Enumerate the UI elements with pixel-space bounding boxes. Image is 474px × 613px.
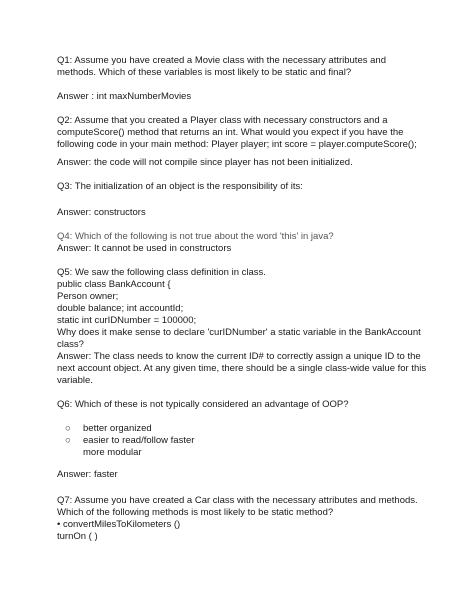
q6-option-label: better organized — [83, 423, 152, 434]
q5-question-line: Q5: We saw the following class definition in class. — [57, 267, 266, 278]
q5-code-line: public class BankAccount { — [57, 279, 171, 290]
q2-question-line: computeScore() method that returns an int. What would you expect if you have the — [57, 127, 404, 138]
q6-option — [65, 435, 194, 447]
q1-answer: Answer : int maxNumberMovies — [57, 91, 192, 102]
q5-code-line: static int curIDNumber = 100000; — [57, 315, 197, 326]
q2-answer: Answer: the code will not compile since player has not been initialized. — [57, 157, 353, 168]
q4-question: Q4: Which of the following is not true about the word 'this' in java? — [57, 231, 334, 242]
q6-question: Q6: Which of these is not typically considered an advantage of OOP? — [57, 399, 349, 410]
q6-option — [65, 423, 152, 435]
q5-answer-line: next account object. At any given time, there should be a single class-wide value for this — [57, 363, 427, 374]
q1-question-line: Q1: Assume you have created a Movie class with the necessary attributes and — [57, 55, 386, 66]
q5-question-line: class? — [57, 339, 84, 350]
q4-answer: Answer: It cannot be used in constructors — [57, 243, 232, 254]
q5-question-line: Why does it make sense to declare 'curIDNumber' a static variable in the BankAccount — [57, 327, 421, 338]
q7-question-line: Q7: Assume you have created a Car class with the necessary attributes and methods. — [57, 495, 418, 506]
circle-bullet-icon: ○ — [65, 423, 71, 434]
q6-option-label: easier to read/follow faster — [83, 435, 195, 446]
q7-option: • convertMilesToKilometers () — [57, 519, 181, 530]
q7-question-line: Which of the following methods is most likely to be static method? — [57, 507, 334, 518]
q7-option: turnOn ( ) — [57, 531, 98, 542]
q6-option-label: more modular — [83, 447, 142, 458]
q6-answer: Answer: faster — [57, 469, 118, 480]
q5-code-line: double balance; int accountId; — [57, 303, 184, 314]
q2-question-line: following code in your main method: Player player; int score = player.computeScore(); — [57, 139, 417, 150]
q3-question: Q3: The initialization of an object is the responsibility of its: — [57, 181, 303, 192]
q2-question-line: Q2: Assume that you created a Player class with necessary constructors and a — [57, 115, 388, 126]
q1-question-line: methods. Which of these variables is most likely to be static and final? — [57, 67, 352, 78]
q5-answer-line: Answer: The class needs to know the current ID# to correctly assign a unique ID to the — [57, 351, 421, 362]
q3-answer: Answer: constructors — [57, 207, 146, 218]
q5-answer-line: variable. — [57, 375, 93, 386]
circle-bullet-icon: ○ — [65, 435, 71, 446]
q5-code-line: Person owner; — [57, 291, 119, 302]
